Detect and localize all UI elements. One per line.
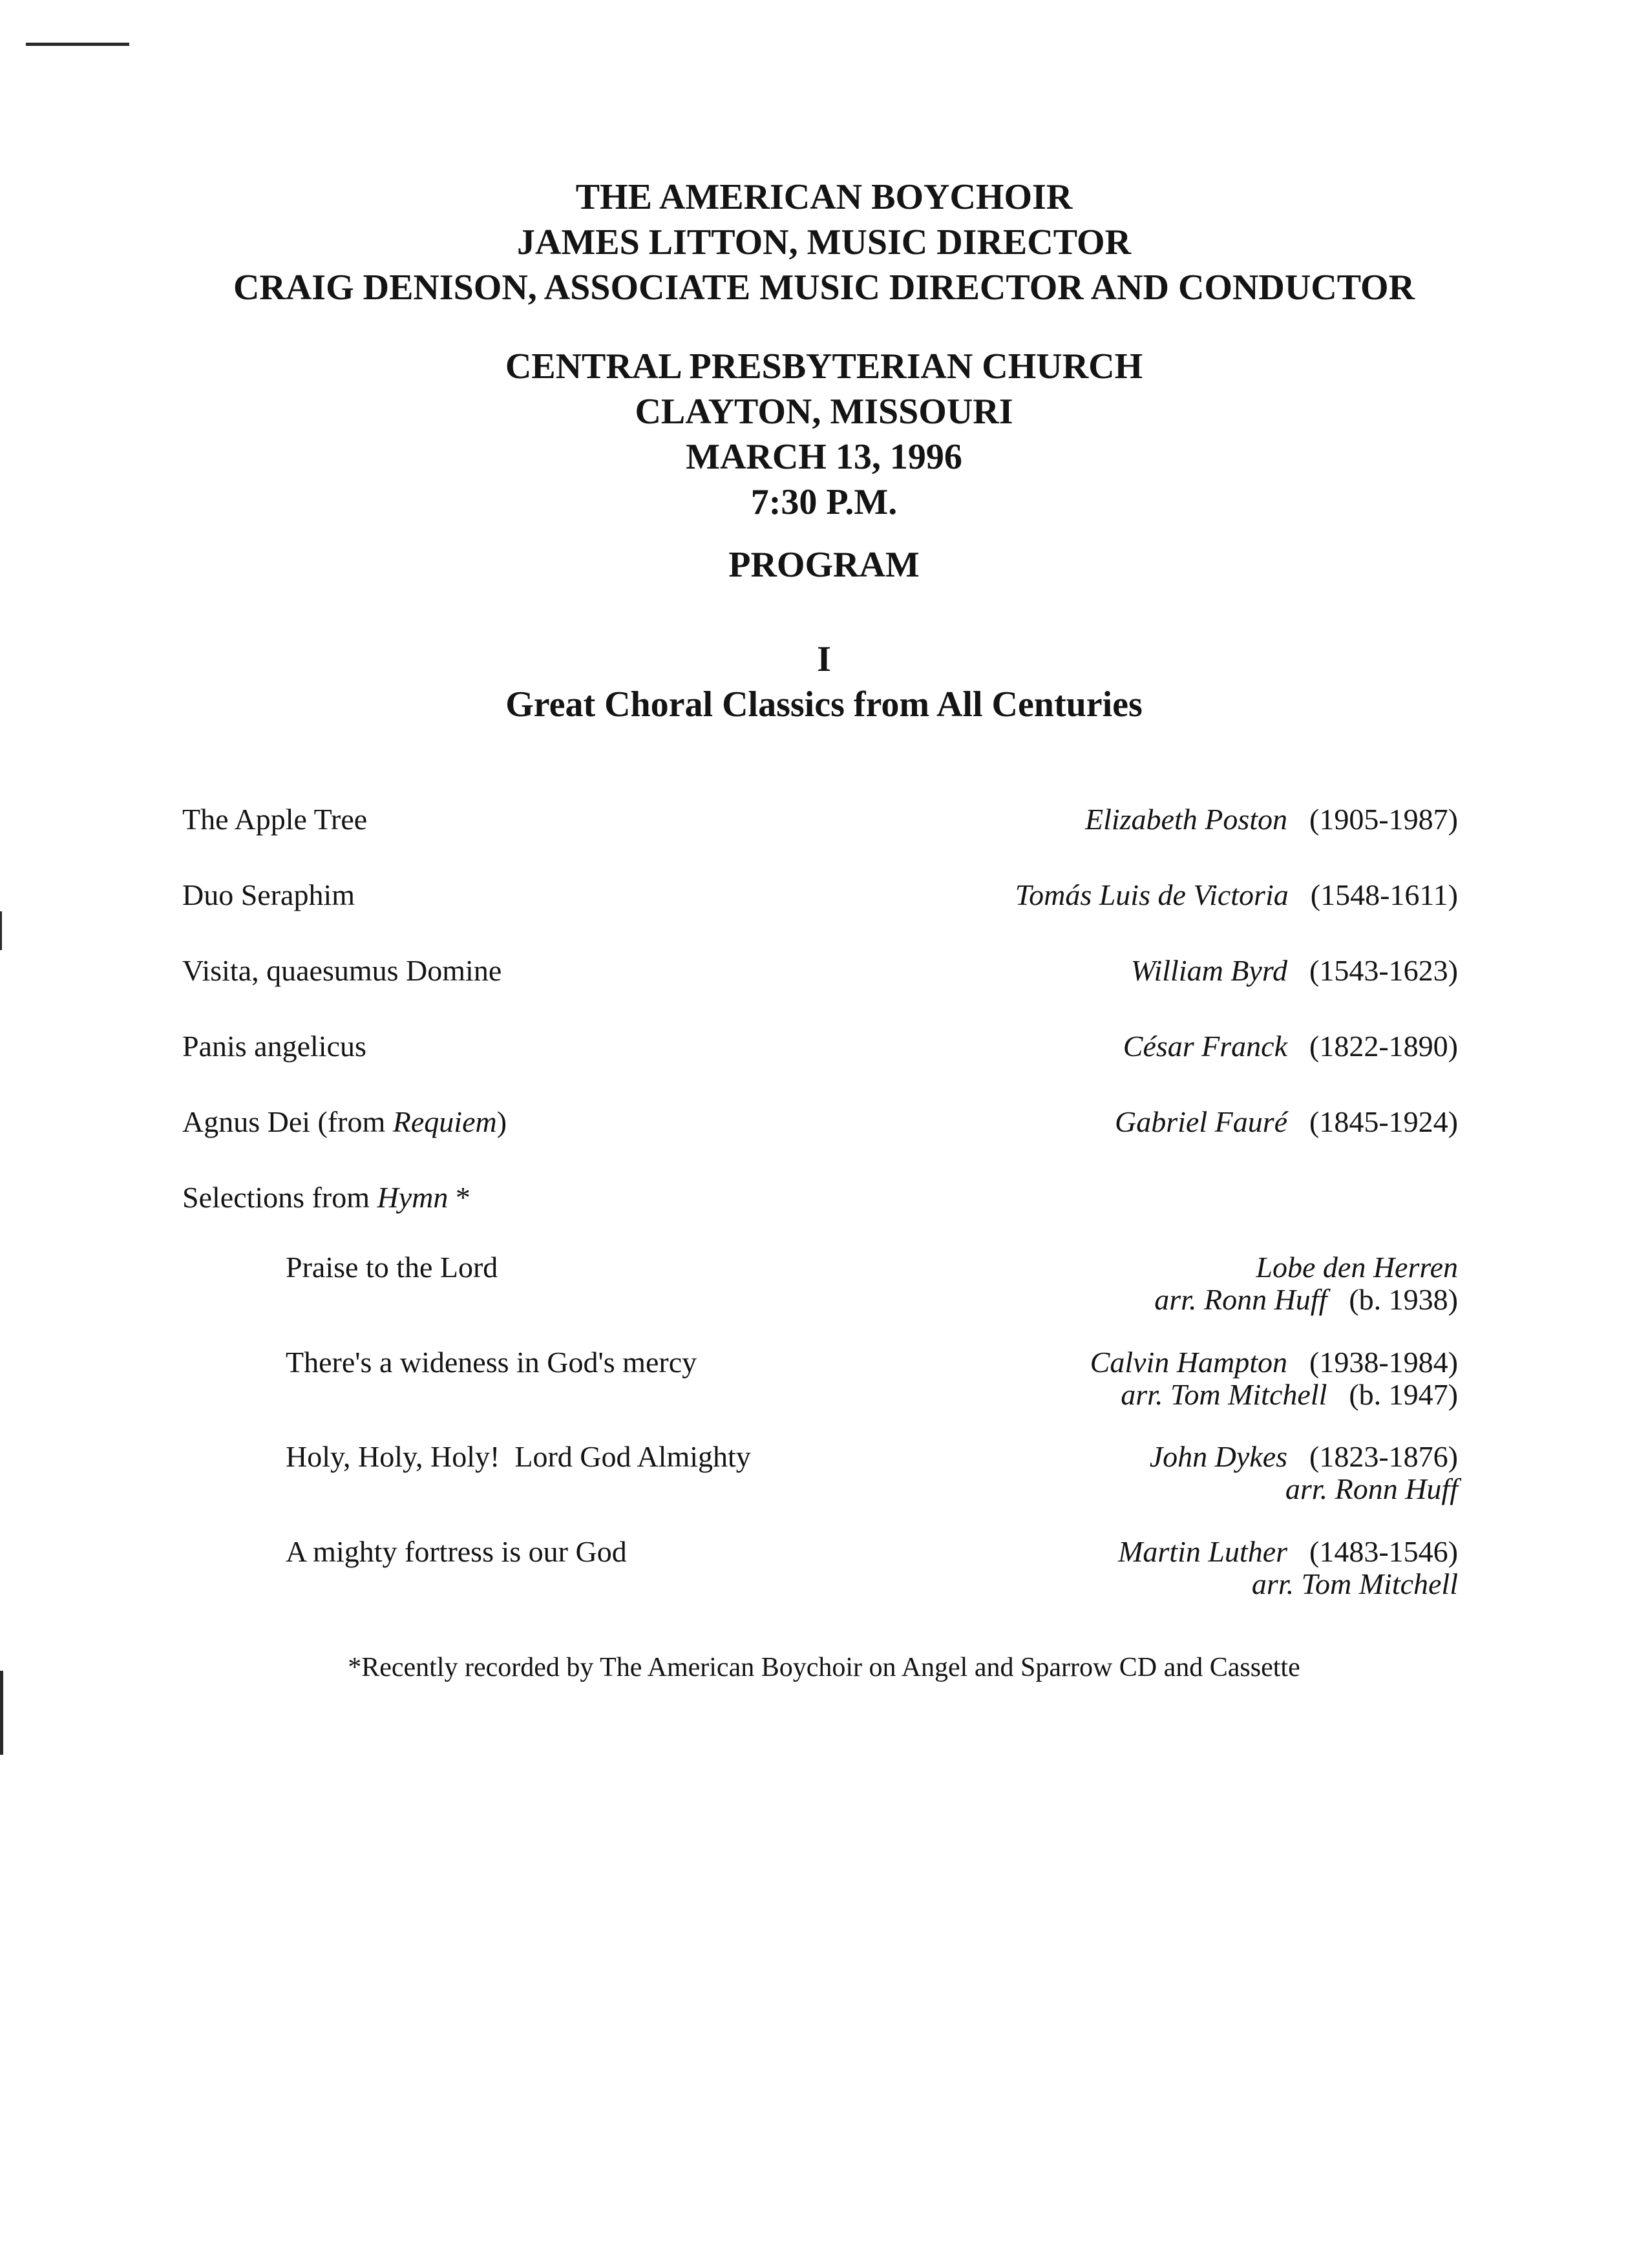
arr-label: arr.	[1121, 1378, 1163, 1411]
selection-credit	[1118, 1536, 1458, 1600]
composer-name: John Dykes	[1149, 1440, 1288, 1473]
section-number: I	[817, 639, 831, 679]
piece-title: The Apple Tree	[182, 803, 368, 836]
selections-title	[182, 1182, 470, 1214]
title-text: )	[496, 1105, 507, 1138]
arranger-name: Ronn Huff	[1203, 1283, 1327, 1316]
selection-title: Praise to the Lord	[286, 1251, 498, 1284]
piece-title: Visita, quaesumus Domine	[182, 954, 502, 987]
arranger-name: Ronn Huff	[1335, 1472, 1458, 1505]
composer-dates: (1938-1984)	[1309, 1346, 1458, 1379]
venue-line: MARCH 13, 1996	[686, 437, 962, 477]
selection-credit	[1150, 1441, 1458, 1505]
scan-mark-top	[26, 43, 129, 46]
composer-dates: (1905-1987)	[1309, 803, 1458, 836]
arranger-dates: (b. 1947)	[1349, 1378, 1458, 1411]
venue-line: 7:30 P.M.	[750, 482, 898, 522]
piece-credit	[1085, 803, 1458, 836]
header-line: THE AMERICAN BOYCHOIR	[575, 177, 1073, 217]
header-line: JAMES LITTON, MUSIC DIRECTOR	[516, 222, 1132, 262]
title-text: Agnus Dei (from	[182, 1105, 393, 1138]
arr-label: arr.	[1285, 1472, 1328, 1505]
composer-dates: (1543-1623)	[1309, 954, 1458, 987]
selection-credit	[1154, 1251, 1458, 1316]
composer-dates: (1822-1890)	[1309, 1030, 1458, 1063]
selection-title: A mighty fortress is our God	[286, 1535, 627, 1568]
composer-name: Lobe den Herren	[1256, 1251, 1458, 1284]
piece-credit	[1123, 1030, 1458, 1063]
venue-line: CLAYTON, MISSOURI	[635, 392, 1013, 432]
piece-title: Panis angelicus	[182, 1030, 366, 1063]
section-title: Great Choral Classics from All Centuries	[505, 684, 1143, 725]
venue-line: CENTRAL PRESBYTERIAN CHURCH	[505, 346, 1143, 387]
arr-label: arr.	[1251, 1567, 1294, 1600]
composer-name: Tomás Luis de Victoria	[1015, 878, 1289, 911]
header-line: CRAIG DENISON, ASSOCIATE MUSIC DIRECTOR AND CONDUCTOR	[233, 268, 1415, 308]
composer-name: Elizabeth Poston	[1084, 803, 1288, 836]
composer-name: César Franck	[1123, 1030, 1288, 1063]
title-work: Requiem	[392, 1105, 497, 1138]
composer-name: Martin Luther	[1118, 1535, 1288, 1568]
footnote: *Recently recorded by The American Boychoir on Angel and Sparrow CD and Cassette	[348, 1653, 1300, 1682]
title-work: Hymn	[377, 1181, 449, 1214]
arr-label: arr.	[1154, 1283, 1197, 1316]
scan-mark-left-upper	[0, 911, 2, 950]
scan-mark-left-lower	[0, 1671, 3, 1755]
piece-credit	[1015, 879, 1458, 911]
title-text: *	[448, 1181, 470, 1214]
concert-header	[0, 175, 1648, 525]
arranger-name: Tom Mitchell	[1301, 1567, 1458, 1600]
composer-name: William Byrd	[1130, 954, 1288, 987]
composer-name: Gabriel Fauré	[1115, 1105, 1288, 1138]
selection-title: Holy, Holy, Holy! Lord God Almighty	[286, 1440, 751, 1473]
selection-credit	[1090, 1346, 1458, 1411]
piece-title	[182, 1106, 507, 1138]
piece-credit	[1131, 955, 1458, 987]
composer-name: Calvin Hampton	[1090, 1346, 1288, 1379]
selection-title: There's a wideness in God's mercy	[286, 1346, 697, 1379]
piece-credit	[1115, 1106, 1458, 1138]
piece-title: Duo Seraphim	[182, 878, 355, 911]
composer-dates: (1823-1876)	[1309, 1440, 1458, 1473]
program-heading: PROGRAM	[728, 545, 920, 585]
composer-dates: (1845-1924)	[1309, 1105, 1458, 1138]
arranger-name: Tom Mitchell	[1170, 1378, 1327, 1411]
composer-dates: (1483-1546)	[1309, 1535, 1458, 1568]
arranger-dates: (b. 1938)	[1349, 1283, 1458, 1316]
title-text: Selections from	[182, 1181, 377, 1214]
composer-dates: (1548-1611)	[1310, 878, 1458, 911]
